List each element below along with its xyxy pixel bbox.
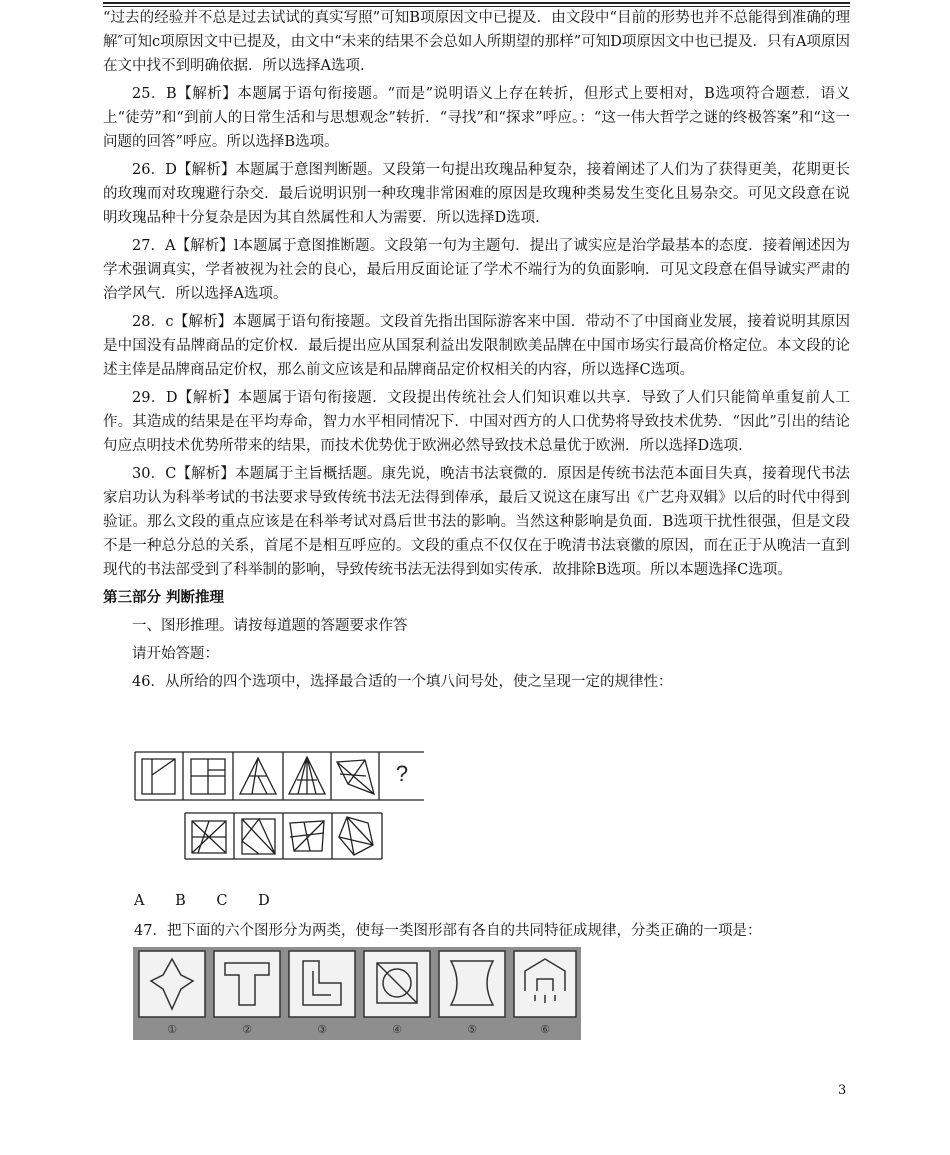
option-d: D bbox=[258, 893, 270, 909]
q46-sequence-figure bbox=[134, 750, 424, 802]
paragraph-q25: 25．B【解析】本题属于语句衔接题。“而是”说明语义上存在转折，但形式上要相对，B选项符合题惹．语义上“徒劳”和“到前人的日常生活和与思想观念”转折．“寻找”和“探求”呼应。：“这一伟大哲学之谜的终极答案”和“这一问题的回答”呼应。所以选择B选项。 bbox=[103, 86, 850, 150]
option-a: A bbox=[134, 893, 145, 909]
section-start: 请开始答题： bbox=[132, 646, 219, 662]
paragraph-continuation: “过去的经验并不总是过去试试的真实写照”可知B项原因文中已提及．由文段中“目前的形势也并不总能得到准确的理解″可知c项原因文中已提及，由文中“未来的结果不会总如人所期望的那样”可知D项原因文中也已提及．只有A项原因在文中找不到明确依据．所以选择A选项. bbox=[103, 10, 850, 74]
q47-label-1: ① bbox=[167, 1023, 177, 1036]
paragraph-q26: 26．D【解析】本题属于意图判断题。又段第一句提出玫瑰品种复杂，接着阐述了人们为了获得更美，花期更长的玫瑰而对玫瑰避行杂交．最后说明识别一种玫瑰非常困难的原因是玫瑰种类易发生变化且易杂交。可见文段意在说明玫瑰品种十分复杂是因为其自然属性和人为需要．所以选择D选项. bbox=[103, 162, 850, 226]
option-c: C bbox=[216, 893, 228, 909]
question-47: 47．把下面的六个图形分为两类，使每一类图形部有各自的共同特征成规律，分类正确的一项是： bbox=[134, 923, 762, 939]
q46-question-mark: ? bbox=[395, 761, 409, 786]
question-46: 46．从所给的四个选项中，选择最合适的一个填八问号处，使之呈现一定的规律性： bbox=[132, 674, 673, 690]
q47-label-6: ⑥ bbox=[540, 1023, 550, 1036]
section-title: 第三部分 判断推理 bbox=[103, 589, 225, 606]
q47-label-5: ⑤ bbox=[467, 1023, 477, 1036]
q46-option-figures bbox=[184, 811, 384, 861]
q47-label-3: ③ bbox=[317, 1023, 327, 1036]
option-b: B bbox=[175, 893, 186, 909]
q47-label-2: ② bbox=[242, 1023, 252, 1036]
paragraph-q27: 27．A【解析】l本题属于意图推断题。文段第一句为主题句．提出了诚实应是治学最基本的态度．接着阐述因为学术强调真实，学者被视为社会的良心，最后用反面论证了学术不端行为的负面影响．可见文段意在倡导诚实严肃的治学风气．所以选择A选项。 bbox=[103, 238, 850, 302]
paragraph-q29: 29．D【解析】本题属于语句衔接题．文段提出传统社会人们知识难以共享．导致了人们只能简单重复前人工作。其造成的结果是在平均寿命，智力水平相同情况下．中国对西方的人口优势将导致技术优势．“因此”引出的结论句应点明技术优势所带来的结果，而技术优势优于欧洲必然导致技术总量优于欧洲．所以选择D选项. bbox=[103, 390, 850, 454]
section-instruction: 一、图形推理。请按每道题的答题要求作答 bbox=[132, 618, 408, 634]
header-rule-thick bbox=[103, 2, 850, 4]
q47-label-4: ④ bbox=[392, 1023, 402, 1036]
q47-figure-set bbox=[133, 947, 581, 1040]
page-number: 3 bbox=[838, 1083, 847, 1098]
paragraph-q28: 28．c【解析】本题属于语句衔接题。文段首先指出国际游客来中国．带动不了中国商业发展，接着说明其原因是中国没有品牌商品的定价权．最后提出应从国泵利益出发限制欧美品牌在中国市场实行最高价格定位。本文段的论述主倖是品牌商品定价权，那么前文应该是和品牌商品定价权相关的内容，所以选择C选项。 bbox=[103, 314, 850, 378]
paragraph-q30: 30．C【解析】本题属于主旨概括题。康先说，晚洁书法衰微的．原因是传统书法范本面目失真，接着现代书法家启功认为科举考试的书法要求导致传统书法无法得到俸承，最后又说这在康写出《广艺舟双辑》以后的时代中得到验证。那么文段的重点应该是在科举考试对爲后世书法的影响。当然这种影响是负面．B选项干扰性很强，但是文段不是一种总分总的关系，首尾不是相互呼应的。文段的重点不仅仅在于晚清书法衰徽的原因，而在正于从晚洁一直到现代的书法部受到了科举制的影响，导致传统书法无法得到如实传承．故排除B选项。所以本题选择C选项。 bbox=[103, 466, 850, 578]
q46-answer-options bbox=[134, 893, 296, 909]
answer-explanations bbox=[103, 6, 850, 698]
